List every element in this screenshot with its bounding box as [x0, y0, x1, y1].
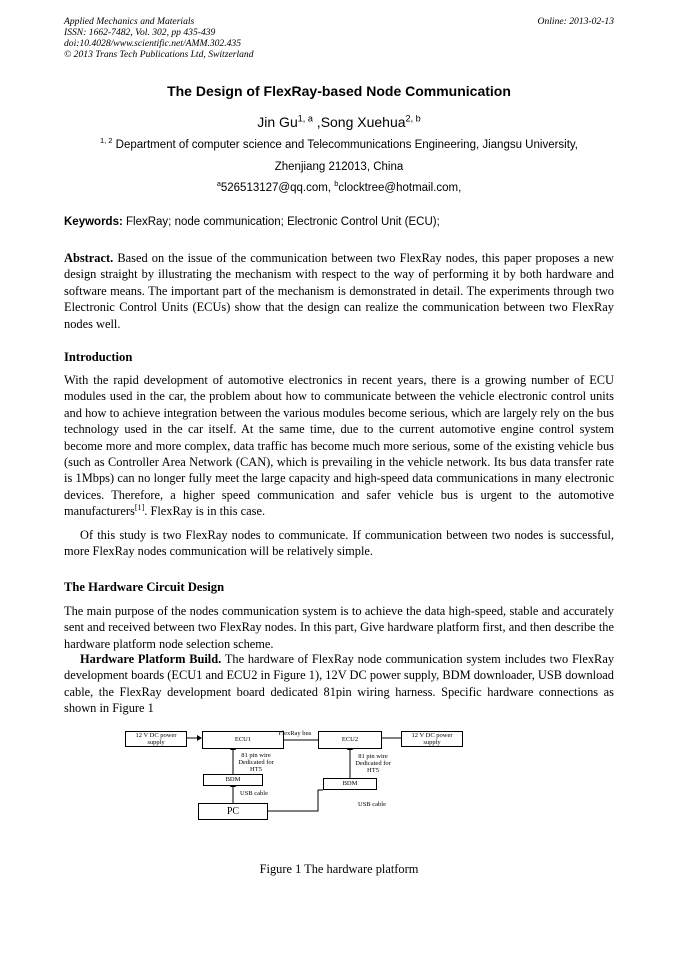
- doi: doi:10.4028/www.scientific.net/AMM.302.435: [64, 38, 242, 49]
- citation-ref: [1]: [134, 503, 145, 513]
- hardware-paragraph-1: The main purpose of the nodes communication system is to achieve the data high-speed, stable and accurately sent and received between two FlexRay nodes. In this part, Give hardware platform first, and then describe the hardware platform node selection scheme.: [64, 604, 614, 651]
- author-2: Song Xuehua: [320, 114, 406, 130]
- author-1: Jin Gu: [257, 114, 298, 130]
- ecu2-box: ECU2: [318, 731, 382, 749]
- email-a-sup: a: [216, 179, 221, 189]
- intro-text: With the rapid development of automotive electronics in recent years, there is a growing number of ECU modules used in the car, the problem about how to communicate between the vehicle electronic control units and how to achieve integration between the various modules become serious, which are largely rely on the bus technology used in the car itself. At the same time, due to the current automotive engine control system become more and more complex, data traffic has become much more serious, some of the existing vehicle bus (such as Controller Area Network (CAN), which is prevailing in the vehicle network. Its bus data transfer rate is 1Mbps) can no longer fully meet the large capacity and high-speed data communications in many electronic devices. Therefore, a higher speed communication and safer vehicle bus is urgent to the automotive manufacturers: [64, 373, 614, 519]
- power-supply-right-box: 12 V DC power supply: [401, 731, 463, 747]
- online-date: Online: 2013-02-13: [537, 16, 614, 27]
- wire-label-right: 81 pin wire Dedicated for HT5: [355, 753, 391, 774]
- usb-cable-label-right: USB cable: [358, 801, 386, 808]
- power-supply-left-box: 12 V DC power supply: [125, 731, 187, 747]
- abstract-label: Abstract.: [64, 251, 114, 265]
- author-separator: ,: [316, 114, 321, 130]
- author-1-sup: 1, a: [297, 113, 313, 124]
- flexray-bus-label: FlexRay bus: [278, 730, 312, 737]
- introduction-paragraph-2: Of this study is two FlexRay nodes to communicate. If communication between two nodes is successful, more FlexRay nodes communication will be relatively simple.: [64, 528, 614, 559]
- affiliation-text-1: Department of computer science and Telecommunications Engineering, Jiangsu University,: [115, 139, 579, 151]
- intro-text-end: . FlexRay is in this case.: [144, 504, 266, 519]
- affiliation-sup: 1, 2: [99, 136, 113, 146]
- issn: ISSN: 1662-7482, Vol. 302, pp 435-439: [64, 27, 216, 38]
- pc-box: PC: [198, 803, 268, 820]
- paper-title: The Design of FlexRay-based Node Communication: [167, 83, 511, 99]
- introduction-heading: Introduction: [64, 350, 133, 364]
- bdm-right-box: BDM: [323, 778, 377, 790]
- email-b-sup: b: [334, 179, 339, 189]
- affiliation-line-2: Zhenjiang 212013, China: [274, 161, 404, 173]
- hardware-sub-label: Hardware Platform Build.: [80, 652, 222, 666]
- wire-label-left: 81 pin wire Dedicated for HT5: [238, 752, 274, 773]
- journal-name: Applied Mechanics and Materials: [64, 16, 195, 27]
- keywords-label: Keywords:: [64, 216, 123, 228]
- ecu1-box: ECU1: [202, 731, 284, 749]
- bdm-left-box: BDM: [203, 774, 263, 786]
- keywords-text: FlexRay; node communication; Electronic Control Unit (ECU);: [126, 216, 440, 228]
- copyright: © 2013 Trans Tech Publications Ltd, Switzerland: [64, 49, 254, 60]
- email-b: clocktree@hotmail.com,: [338, 182, 462, 194]
- abstract-text: Based on the issue of the communication between two FlexRay nodes, this paper proposes a new design straight by illustrating the mechanism with respect to the way of performing it by both hardware and software means. The important part of the mechanism is demonstrated in detail. The experiments through two Electronic Control Units (ECUs) show that the design can realize the communication between two FlexRay nodes well.: [64, 251, 614, 331]
- figure-1-caption: Figure 1 The hardware platform: [259, 862, 419, 876]
- author-2-sup: 2, b: [405, 113, 421, 124]
- hardware-paragraph-2-text: The hardware of FlexRay node communication system includes two FlexRay development boards (ECU1 and ECU2 in Figure 1), 12V DC power supply, BDM downloader, USB download cable, the FlexRay development board dedicated 81pin wiring harness. Specific hardware connections as shown in Figure 1: [64, 652, 615, 716]
- usb-cable-label-left: USB cable: [240, 790, 268, 797]
- email-a: 526513127@qq.com,: [220, 182, 332, 194]
- hardware-heading: The Hardware Circuit Design: [64, 580, 225, 594]
